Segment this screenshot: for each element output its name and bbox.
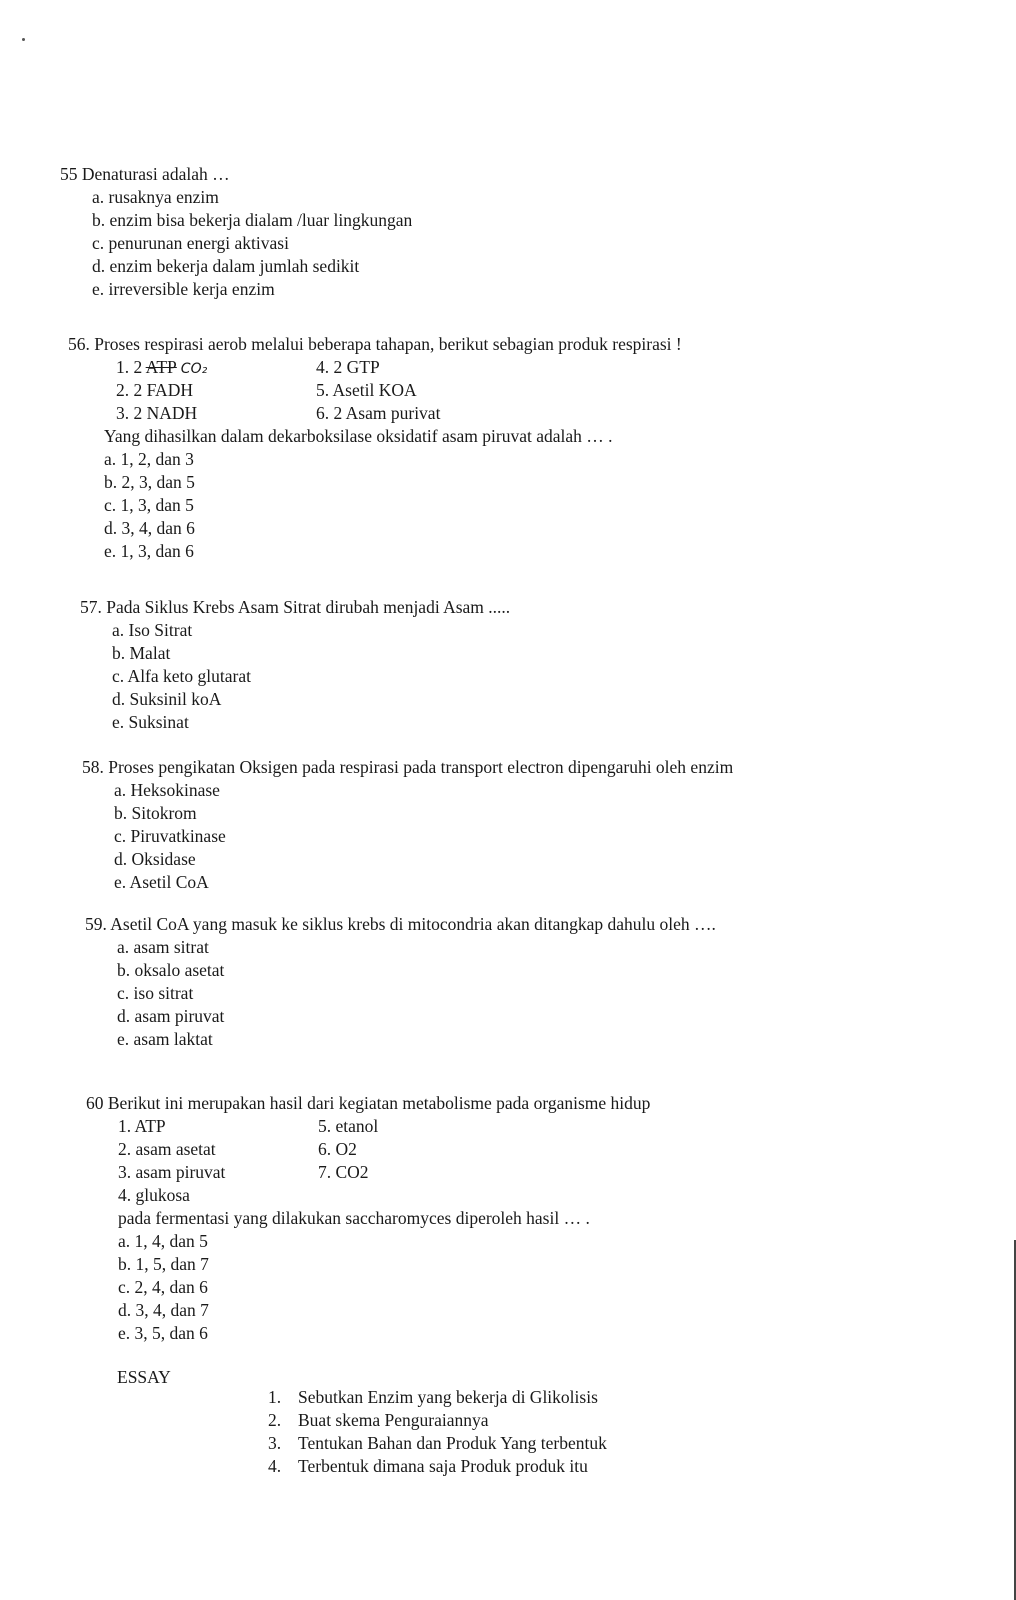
question-57 bbox=[80, 596, 510, 734]
question-58 bbox=[82, 756, 733, 894]
product-item-4: 4. 2 GTP bbox=[316, 357, 380, 377]
option-b: b. Sitokrom bbox=[114, 803, 197, 823]
question-stem: 57. Pada Siklus Krebs Asam Sitrat dirubah menjadi Asam ..... bbox=[80, 597, 511, 617]
struck-text: ATP bbox=[145, 357, 177, 377]
product-row bbox=[116, 379, 682, 402]
option-c: c. 1, 3, dan 5 bbox=[104, 495, 194, 515]
option-e: e. Asetil CoA bbox=[114, 872, 209, 892]
option-e: e. asam laktat bbox=[117, 1029, 213, 1049]
option-c: c. 2, 4, dan 6 bbox=[118, 1277, 208, 1297]
scan-speck bbox=[22, 38, 25, 41]
option-c: c. Piruvatkinase bbox=[114, 826, 226, 846]
option-e: e. 3, 5, dan 6 bbox=[118, 1323, 208, 1343]
essay-item: 3. Tentukan Bahan dan Produk Yang terbentuk bbox=[268, 1433, 607, 1453]
product-item-7: 7. CO2 bbox=[318, 1162, 369, 1182]
question-substem: Yang dihasilkan dalam dekarboksilase oksidatif asam piruvat adalah … . bbox=[104, 426, 613, 446]
option-e: e. irreversible kerja enzim bbox=[92, 279, 275, 299]
product-item-2: 2. 2 FADH bbox=[116, 380, 193, 400]
product-list bbox=[118, 1115, 650, 1207]
product-row bbox=[118, 1138, 650, 1161]
option-list bbox=[118, 1230, 650, 1345]
essay-list bbox=[268, 1386, 607, 1478]
product-item-3: 3. 2 NADH bbox=[116, 403, 198, 423]
product-list bbox=[116, 356, 682, 425]
option-d: d. Oksidase bbox=[114, 849, 196, 869]
question-60 bbox=[86, 1092, 650, 1345]
question-stem: 59. Asetil CoA yang masuk ke siklus krebs di mitocondria akan ditangkap dahulu oleh …. bbox=[85, 914, 716, 934]
option-b: b. 1, 5, dan 7 bbox=[118, 1254, 209, 1274]
product-item-6: 6. 2 Asam purivat bbox=[316, 403, 441, 423]
option-d: d. 3, 4, dan 6 bbox=[104, 518, 195, 538]
option-a: a. Heksokinase bbox=[114, 780, 220, 800]
essay-item: 2. Buat skema Penguraiannya bbox=[268, 1410, 489, 1430]
product-item-6: 6. O2 bbox=[318, 1139, 357, 1159]
option-list bbox=[117, 936, 716, 1051]
option-e: e. Suksinat bbox=[112, 712, 189, 732]
option-d: d. enzim bekerja dalam jumlah sedikit bbox=[92, 256, 360, 276]
product-item-1: 1. ATP bbox=[118, 1116, 166, 1136]
product-row bbox=[118, 1184, 650, 1207]
option-d: d. asam piruvat bbox=[117, 1006, 225, 1026]
question-stem: 60 Berikut ini merupakan hasil dari kegiatan metabolisme pada organisme hidup bbox=[86, 1093, 651, 1113]
product-row bbox=[118, 1115, 650, 1138]
question-56 bbox=[68, 333, 682, 563]
product-item-5: 5. Asetil KOA bbox=[316, 380, 417, 400]
option-list bbox=[112, 619, 510, 734]
option-b: b. 2, 3, dan 5 bbox=[104, 472, 195, 492]
option-a: a. 1, 4, dan 5 bbox=[118, 1231, 208, 1251]
question-55 bbox=[60, 163, 412, 301]
option-a: a. 1, 2, dan 3 bbox=[104, 449, 194, 469]
product-item-4: 4. glukosa bbox=[118, 1185, 190, 1205]
option-c: c. penurunan energi aktivasi bbox=[92, 233, 289, 253]
essay-item: 1. Sebutkan Enzim yang bekerja di Glikolisis bbox=[268, 1387, 598, 1407]
option-a: a. rusaknya enzim bbox=[92, 187, 219, 207]
product-item-2: 2. asam asetat bbox=[118, 1139, 216, 1159]
option-d: d. Suksinil koA bbox=[112, 689, 222, 709]
product-row bbox=[116, 402, 682, 425]
option-list bbox=[114, 779, 733, 894]
question-stem: 55 Denaturasi adalah … bbox=[60, 164, 230, 184]
question-stem: 56. Proses respirasi aerob melalui beberapa tahapan, berikut sebagian produk respirasi ! bbox=[68, 334, 682, 354]
question-59 bbox=[85, 913, 716, 1051]
option-list bbox=[104, 448, 682, 563]
option-a: a. asam sitrat bbox=[117, 937, 209, 957]
essay-title: ESSAY bbox=[117, 1367, 171, 1387]
option-c: c. iso sitrat bbox=[117, 983, 194, 1003]
product-item-1: 1. 2 ATP CO₂ bbox=[116, 357, 208, 377]
essay-item: 4. Terbentuk dimana saja Produk produk itu bbox=[268, 1456, 588, 1476]
question-stem: 58. Proses pengikatan Oksigen pada respirasi pada transport electron dipengaruhi oleh enzim bbox=[82, 757, 734, 777]
option-b: b. oksalo asetat bbox=[117, 960, 225, 980]
product-row bbox=[118, 1161, 650, 1184]
option-e: e. 1, 3, dan 6 bbox=[104, 541, 194, 561]
option-list bbox=[92, 186, 412, 301]
product-item-3: 3. asam piruvat bbox=[118, 1162, 226, 1182]
option-c: c. Alfa keto glutarat bbox=[112, 666, 251, 686]
product-row bbox=[116, 356, 682, 379]
option-b: b. enzim bisa bekerja dialam /luar lingkungan bbox=[92, 210, 413, 230]
option-a: a. Iso Sitrat bbox=[112, 620, 193, 640]
option-b: b. Malat bbox=[112, 643, 171, 663]
product-item-5: 5. etanol bbox=[318, 1116, 379, 1136]
question-substem: pada fermentasi yang dilakukan saccharomyces diperoleh hasil … . bbox=[118, 1208, 590, 1228]
option-d: d. 3, 4, dan 7 bbox=[118, 1300, 209, 1320]
handwritten-correction: CO₂ bbox=[180, 361, 208, 377]
